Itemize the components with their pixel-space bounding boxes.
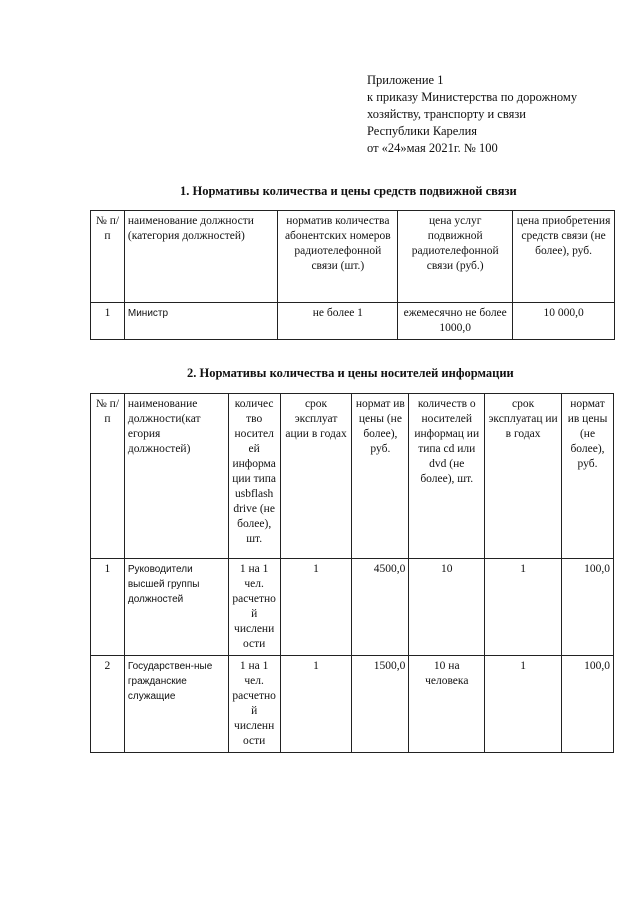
- table-header-row: [91, 211, 615, 303]
- column-header: норматив количества абонентских номеров радиотелефонной связи (шт.): [278, 211, 398, 303]
- table-cell: 1: [485, 559, 562, 656]
- section2-heading: 2. Нормативы количества и цены носителей информации: [187, 366, 514, 380]
- table-cell: Министр: [124, 303, 278, 340]
- table-cell: 1500,0: [352, 656, 409, 753]
- header-line: Приложение 1: [367, 73, 444, 87]
- table-cell: 4500,0: [352, 559, 409, 656]
- table-cell: 2: [91, 656, 125, 753]
- column-header: цена услуг подвижной радиотелефонной связи (руб.): [398, 211, 513, 303]
- table-cell: 1 на 1 чел. расчетно й численн ости: [228, 656, 280, 753]
- table-row: [91, 559, 614, 656]
- column-header: нормат ив цены (не более), руб.: [562, 394, 614, 559]
- column-header: № п/п: [91, 211, 125, 303]
- table-cell: 10: [409, 559, 485, 656]
- table-row: [91, 656, 614, 753]
- header-line: Республики Карелия: [367, 124, 478, 138]
- table-cell: 10 на человека: [409, 656, 485, 753]
- header-line: от «24»мая 2021г. № 100: [367, 141, 498, 155]
- column-header: цена приобретения средств связи (не более), руб.: [513, 211, 615, 303]
- table-row: [91, 303, 615, 340]
- column-header: № п/п: [91, 394, 125, 559]
- table-cell: 1: [91, 303, 125, 340]
- table-header-row: [91, 394, 614, 559]
- table-cell: 1 на 1 чел. расчетно й числени ости: [228, 559, 280, 656]
- mobile-communication-table: [90, 210, 615, 340]
- table-cell: 100,0: [562, 559, 614, 656]
- column-header: наименование должности (категория должностей): [124, 211, 278, 303]
- column-header: количес тво носител ей информа ции типа usbflash drive (не более), шт.: [228, 394, 280, 559]
- section1-heading: 1. Нормативы количества и цены средств подвижной связи: [180, 184, 517, 198]
- table-cell: не более 1: [278, 303, 398, 340]
- column-header: нормат ив цены (не более), руб.: [352, 394, 409, 559]
- table-cell: Государствен-ные гражданские служащие: [124, 656, 228, 753]
- column-header: количеств о носителей информац ии типа cd или dvd (не более), шт.: [409, 394, 485, 559]
- table-cell: 100,0: [562, 656, 614, 753]
- table-cell: 10 000,0: [513, 303, 615, 340]
- header-line: хозяйству, транспорту и связи: [367, 107, 526, 121]
- storage-media-table: [90, 393, 614, 753]
- table-cell: Руководители высшей группы должностей: [124, 559, 228, 656]
- table-cell: 1: [485, 656, 562, 753]
- header-line: к приказу Министерства по дорожному: [367, 90, 578, 104]
- column-header: срок эксплуатац ии в годах: [485, 394, 562, 559]
- table-cell: 1: [91, 559, 125, 656]
- table-cell: 1: [280, 559, 352, 656]
- document-header: [367, 72, 577, 157]
- column-header: наименование должности(кат егория должностей): [124, 394, 228, 559]
- table-cell: 1: [280, 656, 352, 753]
- table-cell: ежемесячно не более 1000,0: [398, 303, 513, 340]
- column-header: срок эксплуат ации в годах: [280, 394, 352, 559]
